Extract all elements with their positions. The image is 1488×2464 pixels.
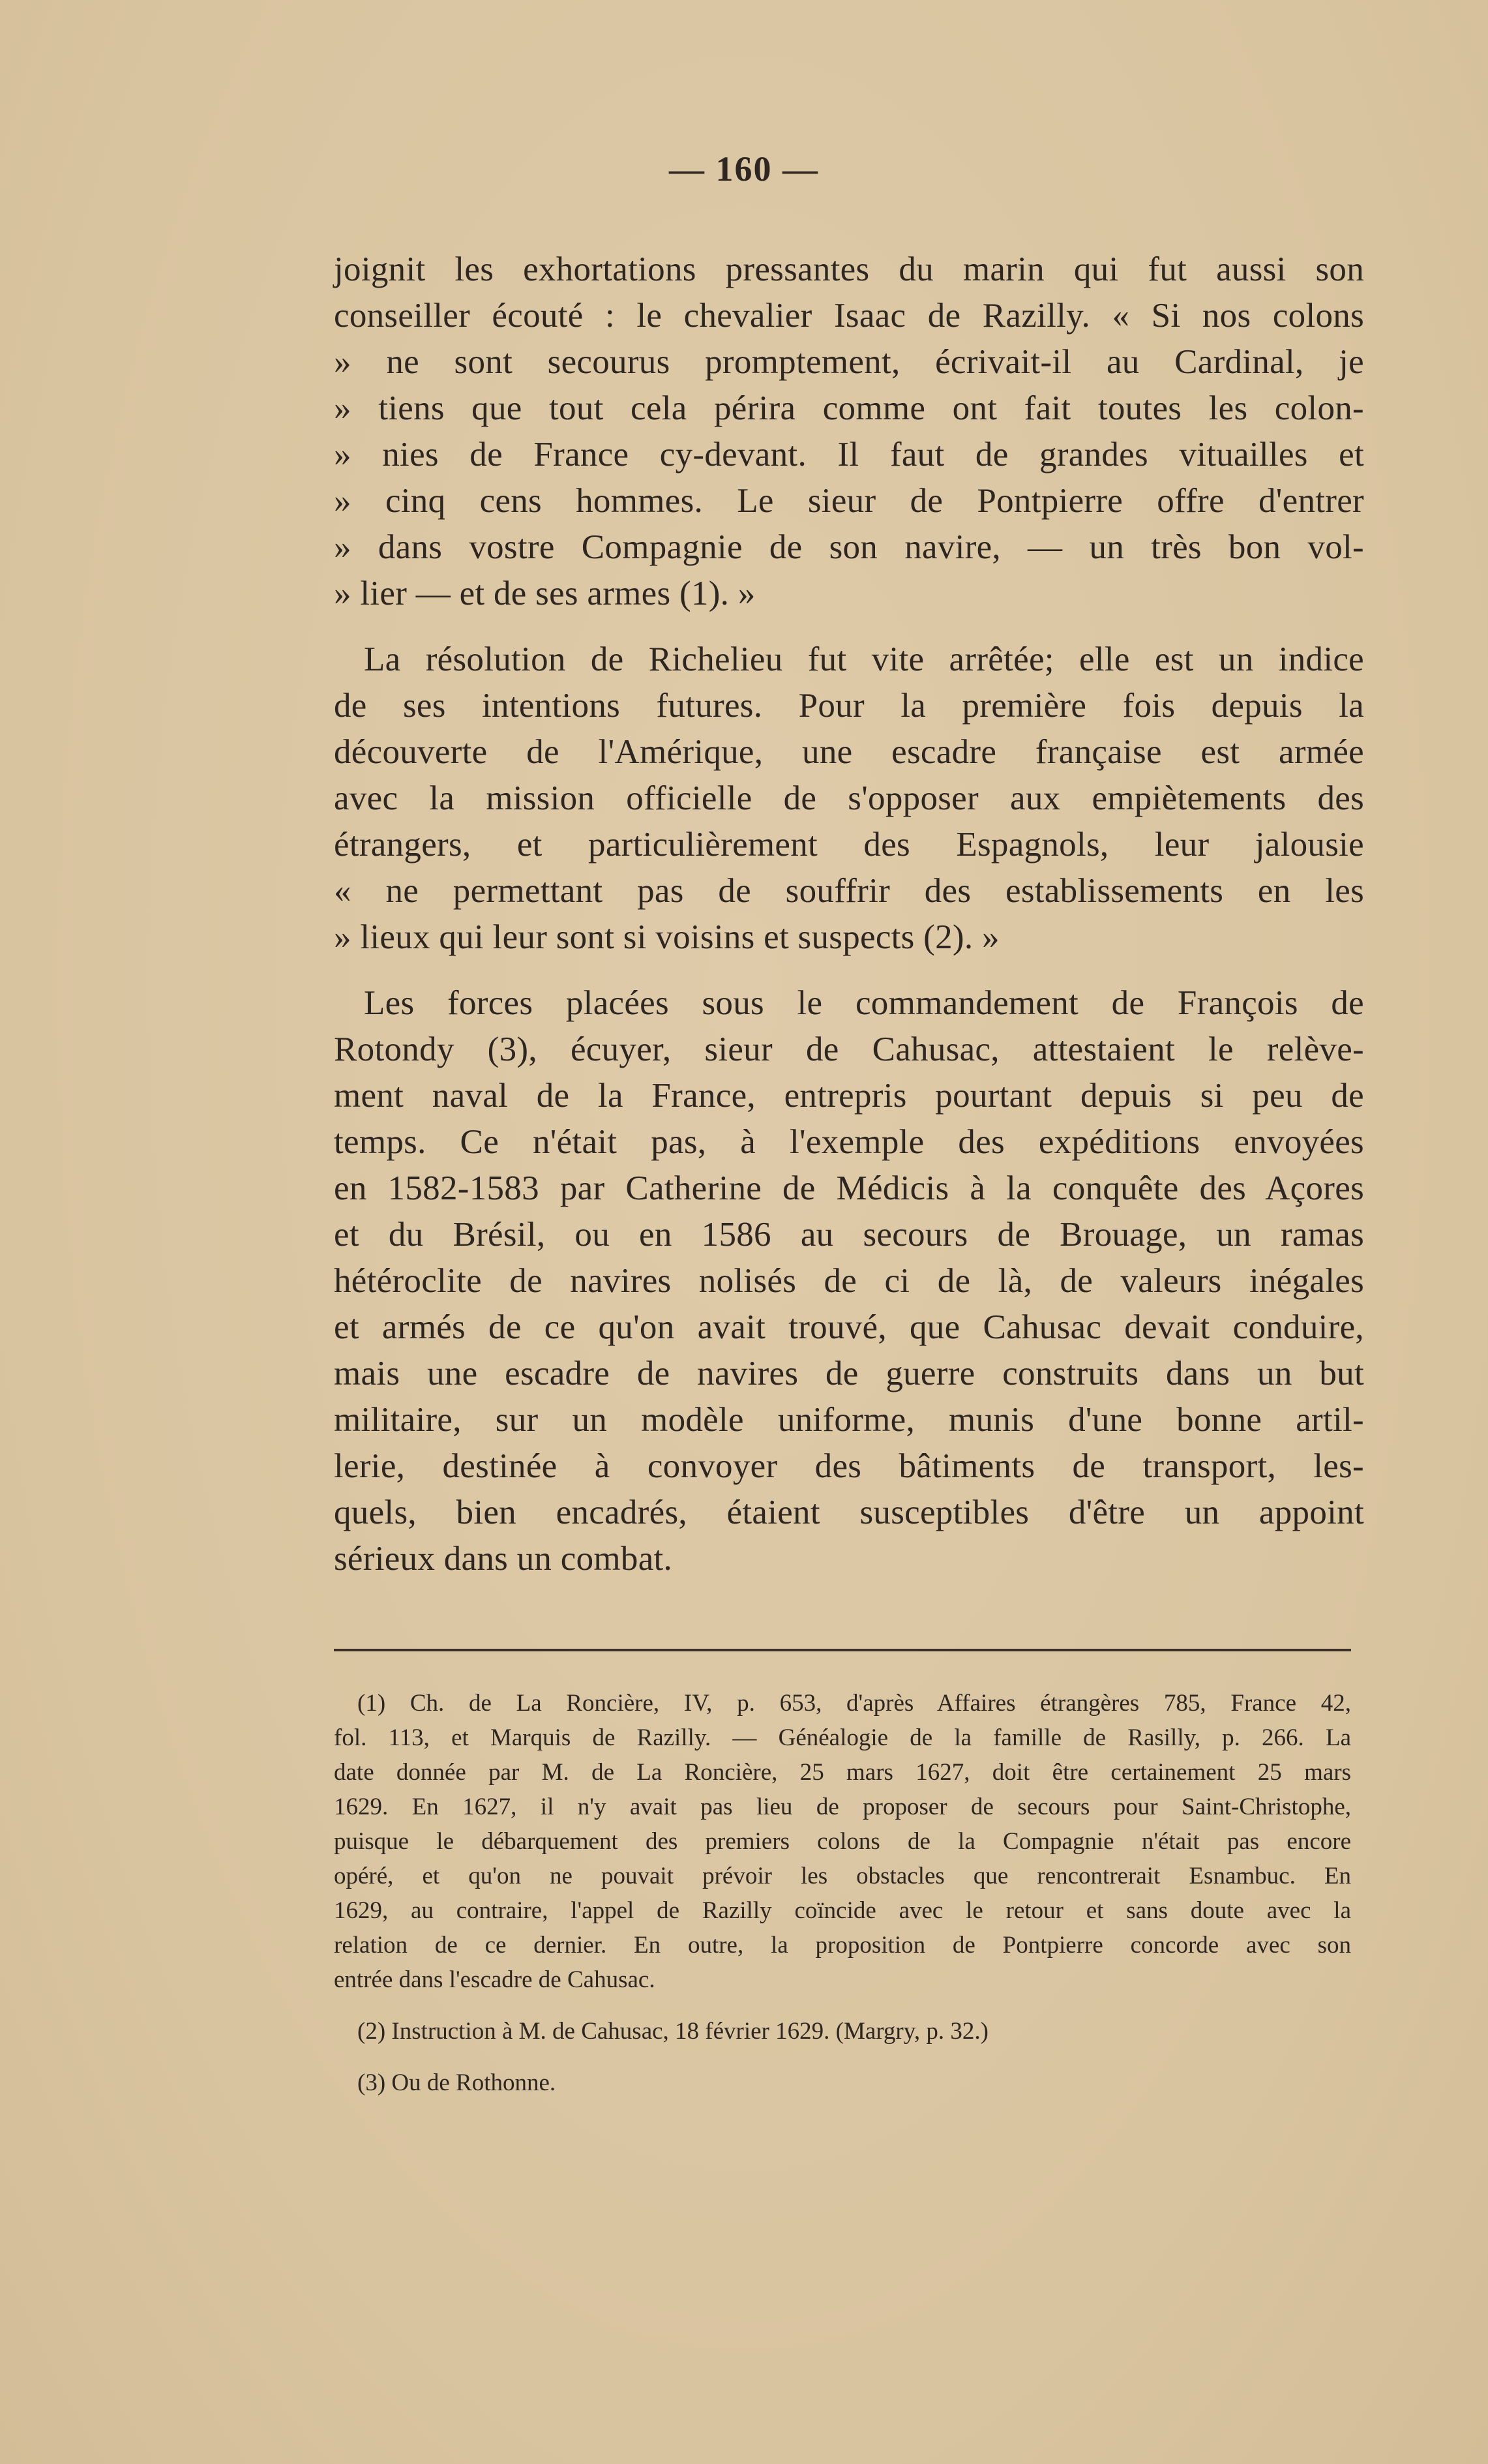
text-line: » nies de France cy-devant. Il faut de grandes vituailles et bbox=[334, 436, 1364, 473]
text-line: joignit les exhortations pressantes du marin qui fut aussi son bbox=[334, 250, 1364, 288]
paragraph-2 bbox=[334, 637, 1364, 961]
text-line: temps. Ce n'était pas, à l'exemple des expéditions envoyées bbox=[334, 1123, 1364, 1161]
text-line: » ne sont secourus promptement, écrivait-il au Cardinal, je bbox=[334, 343, 1364, 381]
text-line: sérieux dans un combat. bbox=[334, 1540, 673, 1578]
footnote-line: relation de ce dernier. En outre, la proposition de Pontpierre concorde avec son bbox=[334, 1932, 1351, 1959]
text-line: Rotondy (3), écuyer, sieur de Cahusac, attestaient le relève- bbox=[334, 1030, 1364, 1068]
text-line: avec la mission officielle de s'opposer aux empiètements des bbox=[334, 779, 1364, 817]
text-line: La résolution de Richelieu fut vite arrêtée; elle est un indice bbox=[364, 640, 1364, 678]
footnote-line: 1629. En 1627, il n'y avait pas lieu de proposer de secours pour Saint-Christophe, bbox=[334, 1794, 1351, 1820]
text-line: lerie, destinée à convoyer des bâtiments de transport, les- bbox=[334, 1447, 1364, 1485]
text-line: en 1582-1583 par Catherine de Médicis à la conquête des Açores bbox=[334, 1169, 1364, 1207]
paragraph-1 bbox=[334, 247, 1364, 617]
text-line: militaire, sur un modèle uniforme, munis d'une bonne artil- bbox=[334, 1401, 1364, 1439]
footnote-line: (2) Instruction à M. de Cahusac, 18 février 1629. (Margry, p. 32.) bbox=[357, 2018, 989, 2045]
main-text bbox=[334, 247, 1364, 1602]
footnote-line: entrée dans l'escadre de Cahusac. bbox=[334, 1966, 655, 1993]
footnote-line: (3) Ou de Rothonne. bbox=[357, 2069, 556, 2096]
text-line: » tiens que tout cela périra comme ont fait toutes les colon- bbox=[334, 389, 1364, 427]
footnote-separator bbox=[334, 1649, 1351, 1651]
text-line: hétéroclite de navires nolisés de ci de là, de valeurs inégales bbox=[334, 1262, 1364, 1300]
text-line: et armés de ce qu'on avait trouvé, que Cahusac devait conduire, bbox=[334, 1308, 1364, 1346]
footnotes bbox=[334, 1686, 1351, 2117]
footnote-line: fol. 113, et Marquis de Razilly. — Généalogie de la famille de Rasilly, p. 266. La bbox=[334, 1724, 1351, 1751]
text-line: et du Brésil, ou en 1586 au secours de Brouage, un ramas bbox=[334, 1216, 1364, 1254]
footnote-1 bbox=[334, 1686, 1351, 1997]
text-line: » cinq cens hommes. Le sieur de Pontpierre offre d'entrer bbox=[334, 482, 1364, 520]
footnote-line: 1629, au contraire, l'appel de Razilly coïncide avec le retour et sans doute avec la bbox=[334, 1897, 1351, 1924]
text-line: » lieux qui leur sont si voisins et suspects (2). » bbox=[334, 918, 1000, 956]
footnote-line: puisque le débarquement des premiers colons de la Compagnie n'était pas encore bbox=[334, 1828, 1351, 1855]
text-line: conseiller écouté : le chevalier Isaac de Razilly. « Si nos colons bbox=[334, 297, 1364, 335]
text-line: découverte de l'Amérique, une escadre française est armée bbox=[334, 733, 1364, 771]
text-line: Les forces placées sous le commandement de François de bbox=[364, 984, 1364, 1022]
text-line: « ne permettant pas de souffrir des establissements en les bbox=[334, 872, 1364, 910]
text-line: » dans vostre Compagnie de son navire, — un très bon vol- bbox=[334, 528, 1364, 566]
footnote-line: opéré, et qu'on ne pouvait prévoir les obstacles que rencontrerait Esnambuc. En bbox=[334, 1863, 1351, 1889]
text-line: étrangers, et particulièrement des Espagnols, leur jalousie bbox=[334, 826, 1364, 864]
text-line: quels, bien encadrés, étaient susceptibles d'être un appoint bbox=[334, 1494, 1364, 1531]
footnote-line: (1) Ch. de La Roncière, IV, p. 653, d'après Affaires étrangères 785, France 42, bbox=[357, 1690, 1351, 1717]
paragraph-3 bbox=[334, 980, 1364, 1582]
page-number: — 160 — bbox=[669, 149, 819, 188]
text-line: mais une escadre de navires de guerre construits dans un but bbox=[334, 1355, 1364, 1392]
text-line: » lier — et de ses armes (1). » bbox=[334, 575, 756, 612]
text-line: ment naval de la France, entrepris pourtant depuis si peu de bbox=[334, 1077, 1364, 1115]
footnote-2 bbox=[334, 2014, 1351, 2049]
footnote-3 bbox=[334, 2066, 1351, 2100]
footnote-line: date donnée par M. de La Roncière, 25 mars 1627, doit être certainement 25 mars bbox=[334, 1759, 1351, 1786]
text-line: de ses intentions futures. Pour la première fois depuis la bbox=[334, 687, 1364, 725]
